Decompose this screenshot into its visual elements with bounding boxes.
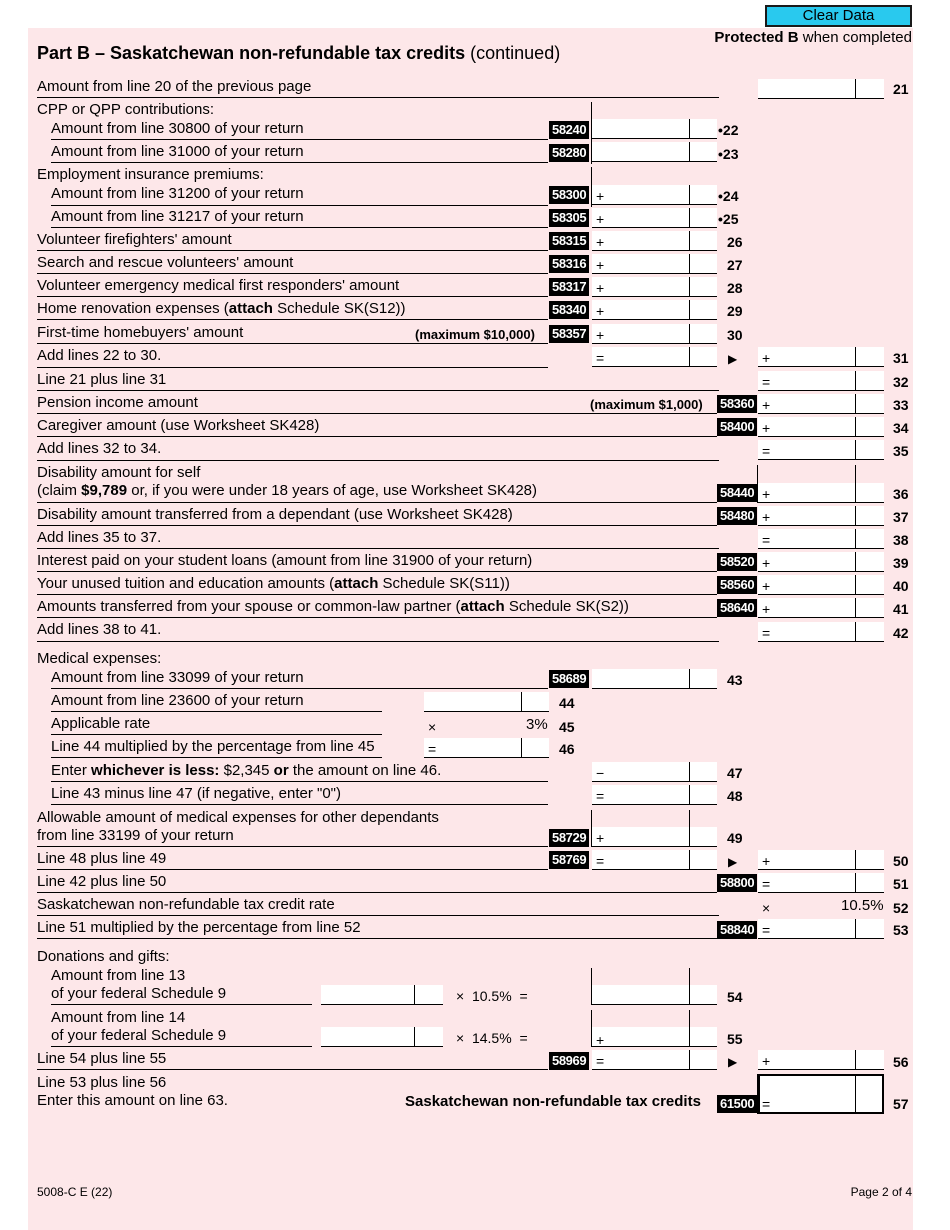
line-36-input[interactable] <box>758 483 884 503</box>
line-26-code: 58315 <box>549 232 589 250</box>
line-50-code: 58769 <box>549 851 589 869</box>
line-47-number: 47 <box>727 765 743 781</box>
line-33-number: 33 <box>893 397 909 413</box>
line-38-number: 38 <box>893 532 909 548</box>
line-53-number: 53 <box>893 922 909 938</box>
line-33-input[interactable] <box>758 394 884 414</box>
line-40-code: 58560 <box>717 576 757 594</box>
line-55-label-2: of your federal Schedule 9 <box>51 1027 227 1044</box>
line-38-equals: = <box>762 532 771 548</box>
page-number: Page 2 of 4 <box>850 1185 912 1199</box>
line-31-equals: = <box>596 350 605 366</box>
line-55-plus: + <box>596 1032 605 1048</box>
line-37-input[interactable] <box>758 506 884 526</box>
line-45-label: Applicable rate <box>51 715 151 732</box>
line-51-code: 58800 <box>717 874 757 892</box>
line-56-plus: + <box>762 1053 771 1069</box>
line-35-label: Add lines 32 to 34. <box>37 440 162 457</box>
line-23-label: Amount from line 31000 of your return <box>51 143 304 160</box>
line-28-number: 28 <box>727 280 743 296</box>
ei-heading: Employment insurance premiums: <box>37 166 264 183</box>
line-43-number: 43 <box>727 672 743 688</box>
line-49-number: 49 <box>727 830 743 846</box>
line-29-code: 58340 <box>549 301 589 319</box>
line-30-label: First-time homebuyers' amount <box>37 324 244 341</box>
line-47-minus: − <box>596 765 605 781</box>
line-50-number: 50 <box>893 853 909 869</box>
line-51-label: Line 42 plus line 50 <box>37 873 167 890</box>
line-46-equals: = <box>428 741 437 757</box>
line-43-input[interactable] <box>592 669 717 689</box>
line-50-equals: = <box>596 853 605 869</box>
line-31-plus: + <box>762 350 771 366</box>
protected-notice: Protected B when completed <box>714 29 912 46</box>
line-50-subtotal[interactable] <box>592 850 717 870</box>
line-31-number: 31 <box>893 350 909 366</box>
line-41-plus: + <box>762 601 771 617</box>
line-28-plus: + <box>596 280 605 296</box>
line-35-input[interactable] <box>758 440 884 460</box>
line-34-code: 58400 <box>717 418 757 436</box>
line-36-number: 36 <box>893 486 909 502</box>
line-30-number: 30 <box>727 327 743 343</box>
line-41-input[interactable] <box>758 598 884 618</box>
cpp-heading: CPP or QPP contributions: <box>37 101 215 118</box>
line-45-times: × <box>428 719 437 735</box>
line-27-input[interactable] <box>592 254 717 274</box>
line-51-number: 51 <box>893 876 909 892</box>
line-32-label: Line 21 plus line 31 <box>37 371 167 388</box>
line-33-plus: + <box>762 397 771 413</box>
line-31-input[interactable] <box>758 347 884 367</box>
line-50-input[interactable] <box>758 850 884 870</box>
line-48-number: 48 <box>727 788 743 804</box>
line-49-label-1: Allowable amount of medical expenses for other dependants <box>37 809 439 826</box>
line-54-federal-input[interactable] <box>321 985 443 1005</box>
line-23-number: •23 <box>718 146 739 162</box>
line-50-label: Line 48 plus line 49 <box>37 850 167 867</box>
line-29-number: 29 <box>727 303 743 319</box>
line-24-label: Amount from line 31200 of your return <box>51 185 304 202</box>
line-28-label: Volunteer emergency medical first responders' amount <box>37 277 400 294</box>
line-40-number: 40 <box>893 578 909 594</box>
line-21-label: Amount from line 20 of the previous page <box>37 78 312 95</box>
line-25-number: •25 <box>718 211 739 227</box>
line-23-input[interactable] <box>592 142 717 162</box>
line-44-input[interactable] <box>424 692 549 712</box>
clear-data-button[interactable]: Clear Data <box>765 5 912 27</box>
line-36-label-1: Disability amount for self <box>37 464 201 481</box>
line-56-input[interactable] <box>758 1050 884 1070</box>
line-24-plus: + <box>596 188 605 204</box>
line-54-label-1: Amount from line 13 <box>51 967 186 984</box>
donations-heading: Donations and gifts: <box>37 948 170 965</box>
line-25-label: Amount from line 31217 of your return <box>51 208 304 225</box>
line-40-input[interactable] <box>758 575 884 595</box>
line-46-number: 46 <box>559 741 575 757</box>
line-51-input[interactable] <box>758 873 884 893</box>
line-37-label: Disability amount transferred from a dependant (use Worksheet SK428) <box>37 506 513 523</box>
line-48-input[interactable] <box>592 785 717 805</box>
line-21-number: 21 <box>893 81 909 97</box>
line-54-number: 54 <box>727 989 743 1005</box>
form-page <box>28 28 913 1230</box>
line-22-code: 58240 <box>549 121 589 139</box>
line-22-label: Amount from line 30800 of your return <box>51 120 304 137</box>
line-27-number: 27 <box>727 257 743 273</box>
line-50-arrow-icon: ▶ <box>728 855 738 869</box>
line-36-code: 58440 <box>717 484 757 502</box>
line-55-label-1: Amount from line 14 <box>51 1009 186 1026</box>
line-31-label: Add lines 22 to 30. <box>37 347 162 364</box>
line-56-equals: = <box>596 1053 605 1069</box>
line-39-plus: + <box>762 555 771 571</box>
line-52-number: 52 <box>893 900 909 916</box>
line-49-code: 58729 <box>549 829 589 847</box>
line-52-label: Saskatchewan non-refundable tax credit rate <box>37 896 335 913</box>
line-21-input[interactable] <box>758 79 884 99</box>
line-49-input[interactable] <box>592 827 717 847</box>
line-55-federal-input[interactable] <box>321 1027 443 1047</box>
line-52-rate: 10.5% <box>841 897 884 914</box>
line-28-code: 58317 <box>549 278 589 296</box>
line-29-input[interactable] <box>592 300 717 320</box>
line-46-label: Line 44 multiplied by the percentage from line 45 <box>51 738 375 755</box>
line-33-code: 58360 <box>717 395 757 413</box>
line-56-subtotal[interactable] <box>592 1050 717 1070</box>
line-30-input[interactable] <box>592 324 717 344</box>
line-45-number: 45 <box>559 719 575 735</box>
line-56-arrow-icon: ▶ <box>728 1055 738 1069</box>
line-29-label: Home renovation expenses (attach Schedule SK(S12)) <box>37 300 406 317</box>
line-22-number: •22 <box>718 122 739 138</box>
line-54-label-2: of your federal Schedule 9 <box>51 985 227 1002</box>
line-26-number: 26 <box>727 234 743 250</box>
line-42-number: 42 <box>893 625 909 641</box>
line-41-label: Amounts transferred from your spouse or common-law partner (attach Schedule SK(S2)) <box>37 598 629 615</box>
line-53-code: 58840 <box>717 921 757 939</box>
line-54-input[interactable] <box>592 985 717 1005</box>
line-39-number: 39 <box>893 555 909 571</box>
line-27-plus: + <box>596 257 605 273</box>
line-24-number: •24 <box>718 188 739 204</box>
line-24-code: 58300 <box>549 186 589 204</box>
line-25-code: 58305 <box>549 209 589 227</box>
line-53-label: Line 51 multiplied by the percentage from line 52 <box>37 919 361 936</box>
line-29-plus: + <box>596 303 605 319</box>
line-41-number: 41 <box>893 601 909 617</box>
line-56-code: 58969 <box>549 1052 589 1070</box>
line-27-code: 58316 <box>549 255 589 273</box>
line-48-label: Line 43 minus line 47 (if negative, enter "0") <box>51 785 341 802</box>
form-id: 5008-C E (22) <box>37 1185 113 1199</box>
line-40-plus: + <box>762 578 771 594</box>
line-42-input[interactable] <box>758 622 884 642</box>
line-51-equals: = <box>762 876 771 892</box>
line-38-input[interactable] <box>758 529 884 549</box>
line-57-input[interactable] <box>758 1074 884 1114</box>
line-47-input[interactable] <box>592 762 717 782</box>
line-44-number: 44 <box>559 695 575 711</box>
line-50-plus: + <box>762 853 771 869</box>
line-37-plus: + <box>762 509 771 525</box>
line-35-equals: = <box>762 443 771 459</box>
line-41-code: 58640 <box>717 599 757 617</box>
line-54-calc: × 10.5% = <box>456 988 528 1004</box>
line-42-equals: = <box>762 625 771 641</box>
line-42-label: Add lines 38 to 41. <box>37 621 162 638</box>
line-56-label: Line 54 plus line 55 <box>37 1050 167 1067</box>
line-46-input[interactable] <box>424 738 549 758</box>
line-57-number: 57 <box>893 1096 909 1112</box>
line-43-label: Amount from line 33099 of your return <box>51 669 304 686</box>
line-25-plus: + <box>596 211 605 227</box>
line-57-label-1: Line 53 plus line 56 <box>37 1074 167 1091</box>
line-34-number: 34 <box>893 420 909 436</box>
line-23-code: 58280 <box>549 144 589 162</box>
line-49-plus: + <box>596 830 605 846</box>
line-34-label: Caregiver amount (use Worksheet SK428) <box>37 417 320 434</box>
line-32-equals: = <box>762 374 771 390</box>
line-55-input[interactable] <box>592 1027 717 1047</box>
line-49-label-2: from line 33199 of your return <box>37 827 234 844</box>
line-38-label: Add lines 35 to 37. <box>37 529 162 546</box>
line-34-plus: + <box>762 420 771 436</box>
line-27-label: Search and rescue volunteers' amount <box>37 254 294 271</box>
line-33-max: (maximum $1,000) <box>590 397 703 412</box>
line-44-label: Amount from line 23600 of your return <box>51 692 304 709</box>
line-26-label: Volunteer firefighters' amount <box>37 231 232 248</box>
line-52-times: × <box>762 900 771 916</box>
line-43-code: 58689 <box>549 670 589 688</box>
line-32-input[interactable] <box>758 371 884 391</box>
page-title: Part B – Saskatchewan non-refundable tax credits (continued) <box>37 43 561 63</box>
line-37-number: 37 <box>893 509 909 525</box>
line-35-number: 35 <box>893 443 909 459</box>
line-30-code: 58357 <box>549 325 589 343</box>
line-53-input[interactable] <box>758 919 884 939</box>
line-32-number: 32 <box>893 374 909 390</box>
line-53-equals: = <box>762 922 771 938</box>
line-26-input[interactable] <box>592 231 717 251</box>
line-22-input[interactable] <box>592 119 717 139</box>
line-26-plus: + <box>596 234 605 250</box>
line-40-label: Your unused tuition and education amounts (attach Schedule SK(S11)) <box>37 575 510 592</box>
total-credits-label: Saskatchewan non-refundable tax credits <box>405 1093 701 1110</box>
line-30-max: (maximum $10,000) <box>415 327 535 342</box>
medical-heading: Medical expenses: <box>37 650 162 667</box>
line-31-subtotal[interactable] <box>592 347 717 367</box>
line-36-plus: + <box>762 486 771 502</box>
line-37-code: 58480 <box>717 507 757 525</box>
line-28-input[interactable] <box>592 277 717 297</box>
line-47-label: Enter whichever is less: $2,345 or the amount on line 46. <box>51 762 442 779</box>
line-57-code: 61500 <box>717 1095 757 1113</box>
line-39-input[interactable] <box>758 552 884 572</box>
line-48-equals: = <box>596 788 605 804</box>
line-39-code: 58520 <box>717 553 757 571</box>
line-30-plus: + <box>596 327 605 343</box>
line-45-rate: 3% <box>526 716 548 733</box>
line-31-arrow-icon: ▶ <box>728 352 738 366</box>
line-36-label-2: (claim $9,789 or, if you were under 18 years of age, use Worksheet SK428) <box>37 482 538 499</box>
line-39-label: Interest paid on your student loans (amount from line 31900 of your return) <box>37 552 533 569</box>
line-33-label: Pension income amount <box>37 394 198 411</box>
line-24-input[interactable] <box>592 185 717 205</box>
line-55-number: 55 <box>727 1031 743 1047</box>
line-25-input[interactable] <box>592 208 717 228</box>
line-57-equals: = <box>762 1096 771 1112</box>
line-57-label-2: Enter this amount on line 63. <box>37 1092 228 1109</box>
line-56-number: 56 <box>893 1054 909 1070</box>
line-34-input[interactable] <box>758 417 884 437</box>
line-55-calc: × 14.5% = <box>456 1030 528 1046</box>
